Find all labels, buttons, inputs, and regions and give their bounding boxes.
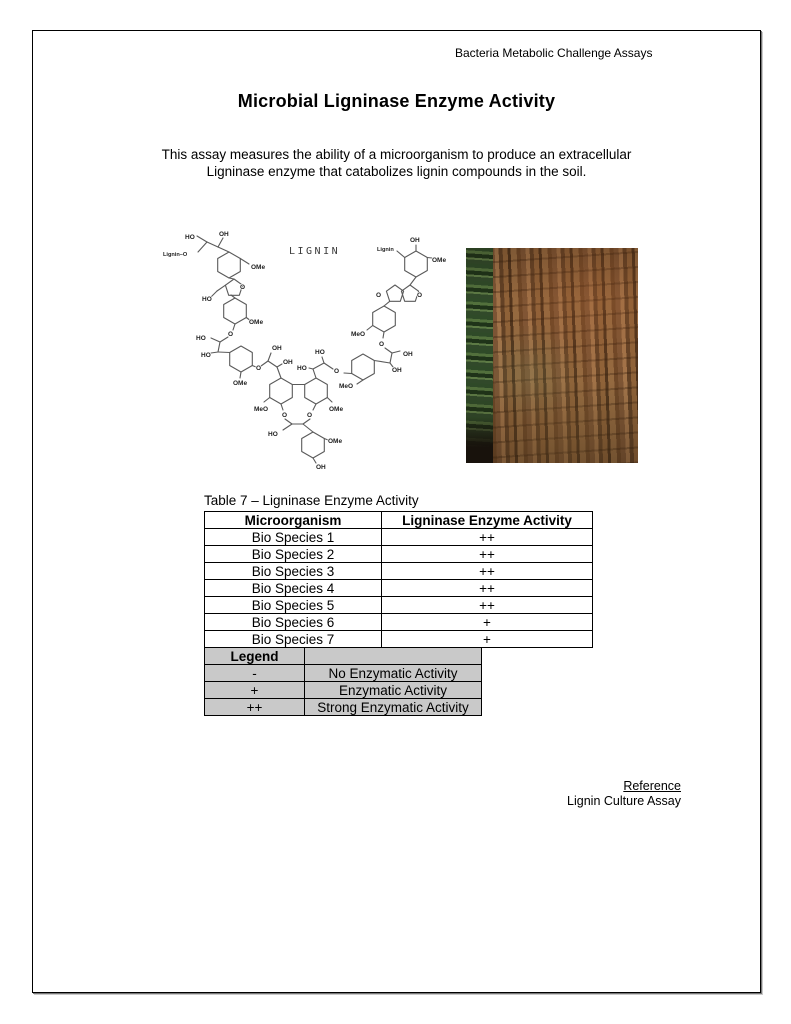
organism-cell: Bio Species 4 [205,580,382,597]
table-row [205,529,593,546]
svg-text:OMe: OMe [251,264,266,271]
description-line-1: This assay measures the ability of a microorganism to produce an extracellular [161,147,632,162]
svg-text:MeO: MeO [351,331,366,338]
svg-text:HO: HO [315,349,325,356]
legend-row [205,665,482,682]
organism-cell: Bio Species 5 [205,597,382,614]
svg-text:OH: OH [403,351,413,358]
column-header-activity: Ligninase Enzyme Activity [382,512,593,529]
svg-text:LIGNIN: LIGNIN [289,246,341,257]
legend-row [205,682,482,699]
activity-cell: ++ [382,529,593,546]
legend-symbol: ++ [205,699,305,716]
tree-bark-photo [466,248,638,463]
column-header-microorganism: Microorganism [205,512,382,529]
svg-text:OMe: OMe [328,438,343,445]
svg-text:OH: OH [316,464,326,471]
document-header: Bacteria Metabolic Challenge Assays [455,46,653,60]
forest-background [466,248,493,463]
organism-cell: Bio Species 2 [205,546,382,563]
reference-block [567,779,681,809]
assay-description [33,146,760,180]
legend-header-row [205,648,482,665]
legend-symbol: + [205,682,305,699]
activity-cell: + [382,614,593,631]
svg-text:O: O [256,365,262,372]
svg-text:O: O [334,368,340,375]
legend-meaning: No Enzymatic Activity [305,665,482,682]
activity-cell: ++ [382,597,593,614]
svg-text:O: O [228,331,234,338]
svg-text:OMe: OMe [249,319,264,326]
activity-table [204,511,593,648]
svg-text:OH: OH [272,345,282,352]
document-page [32,30,761,993]
svg-text:O: O [376,292,382,299]
svg-text:HO: HO [202,296,212,303]
reference-value: Lignin Culture Assay [567,794,681,808]
svg-text:MeO: MeO [339,383,354,390]
activity-cell: ++ [382,580,593,597]
svg-text:OMe: OMe [233,380,248,387]
legend-row [205,699,482,716]
svg-text:Lignin–O: Lignin–O [163,252,188,258]
svg-text:OMe: OMe [329,406,344,413]
legend-table [204,647,482,716]
table-row [205,631,593,648]
svg-text:OH: OH [410,237,420,244]
table-row [205,580,593,597]
organism-cell: Bio Species 1 [205,529,382,546]
svg-text:OMe: OMe [432,257,447,264]
svg-text:HO: HO [185,234,195,241]
activity-cell: ++ [382,563,593,580]
svg-text:Lignin: Lignin [377,247,394,253]
svg-text:O: O [240,284,246,291]
legend-meaning: Strong Enzymatic Activity [305,699,482,716]
table-row [205,597,593,614]
svg-text:OH: OH [219,231,229,238]
activity-table-header-row [205,512,593,529]
organism-cell: Bio Species 3 [205,563,382,580]
table-row [205,614,593,631]
svg-text:MeO: MeO [254,406,269,413]
table-caption: Table 7 – Ligninase Enzyme Activity [204,493,419,508]
svg-text:HO: HO [297,365,307,372]
activity-cell: ++ [382,546,593,563]
legend-title: Legend [205,648,305,665]
activity-cell: + [382,631,593,648]
svg-text:OH: OH [392,367,402,374]
table-row [205,563,593,580]
lignin-structure-diagram [161,221,461,476]
svg-text:O: O [379,341,385,348]
legend-meaning: Enzymatic Activity [305,682,482,699]
legend-symbol: - [205,665,305,682]
reference-label: Reference [623,779,681,793]
svg-text:O: O [417,292,423,299]
table-row [205,546,593,563]
description-line-2: Ligninase enzyme that catabolizes lignin compounds in the soil. [206,164,587,179]
svg-text:HO: HO [268,431,278,438]
organism-cell: Bio Species 7 [205,631,382,648]
legend-title-empty-cell [305,648,482,665]
svg-text:OH: OH [283,359,293,366]
organism-cell: Bio Species 6 [205,614,382,631]
page-title: Microbial Ligninase Enzyme Activity [237,91,556,111]
svg-text:O: O [307,412,313,419]
svg-text:HO: HO [196,335,206,342]
svg-text:HO: HO [201,352,211,359]
svg-text:O: O [282,412,288,419]
structure-labels [163,231,446,471]
